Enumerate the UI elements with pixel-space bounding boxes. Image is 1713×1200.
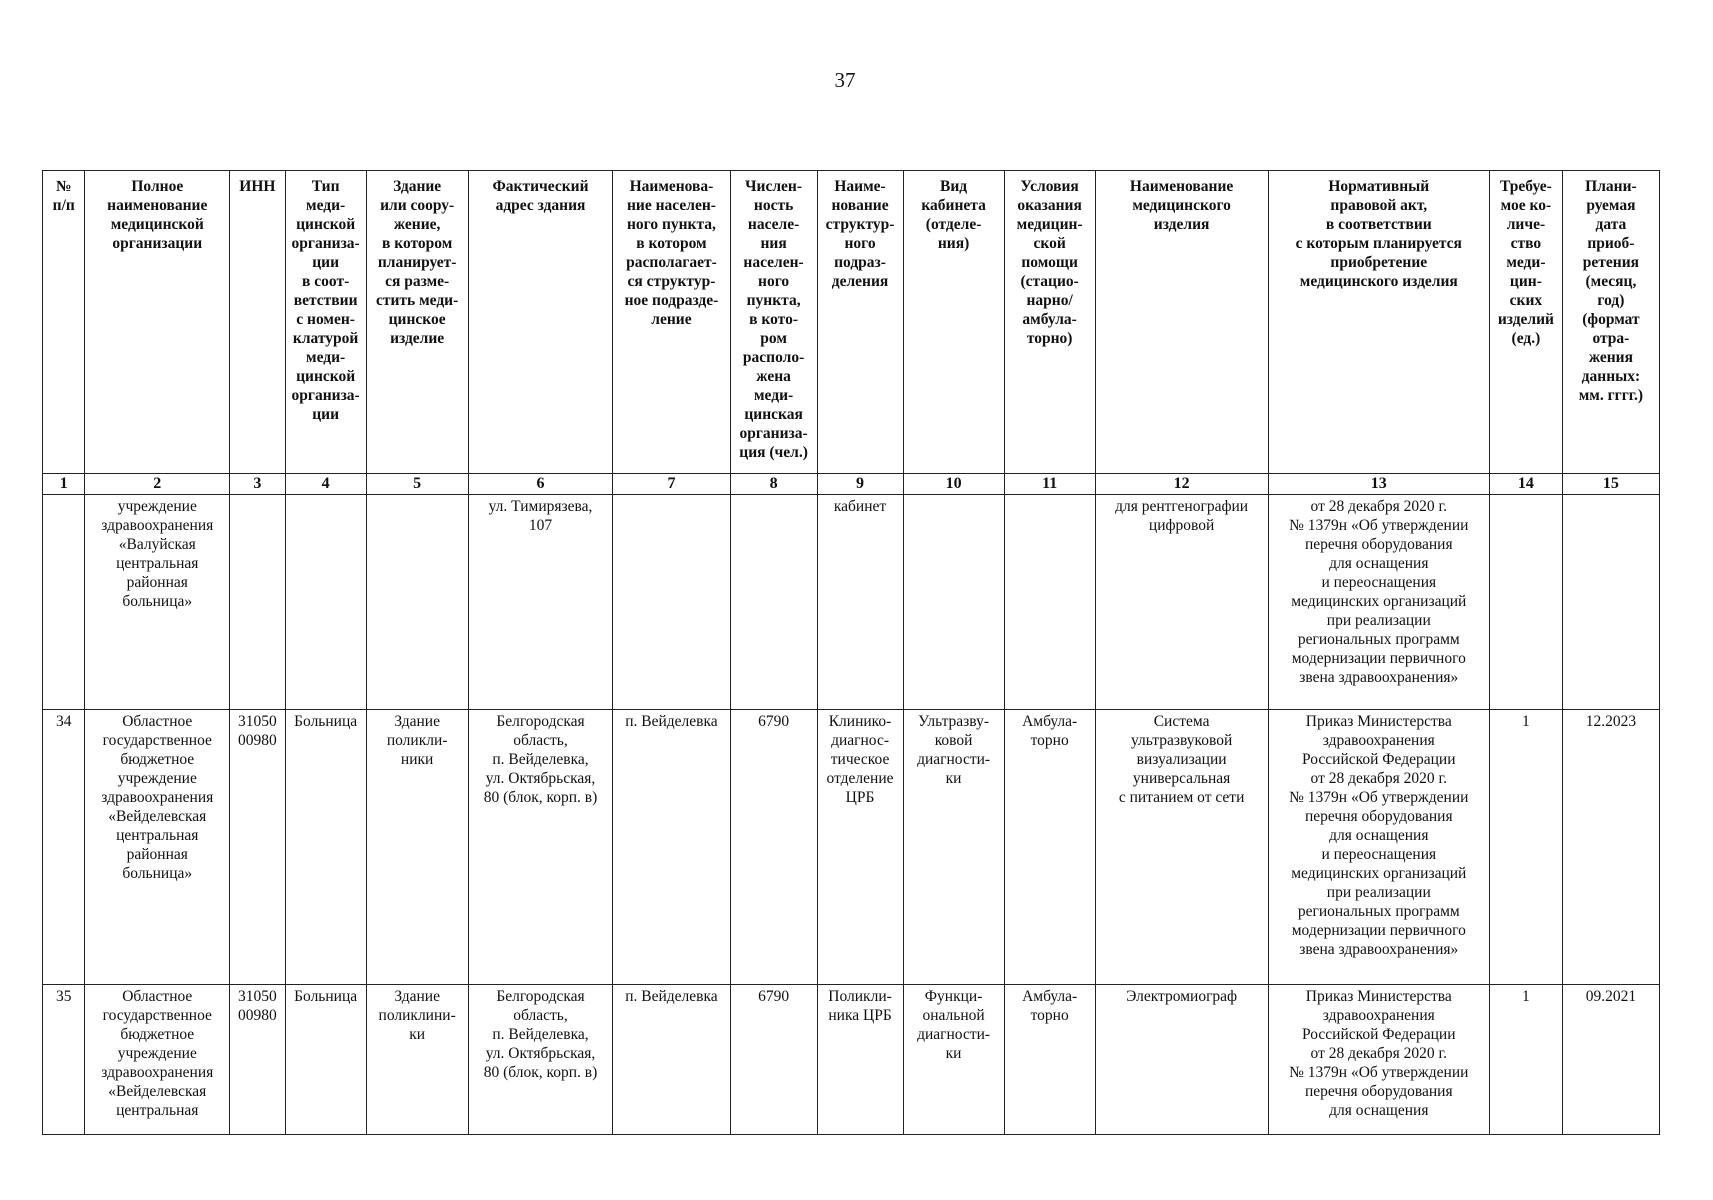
header-col-14: Требуе- мое ко- личе- ство меди- цин- ских изделий (ед.)	[1490, 171, 1563, 474]
column-number: 8	[730, 474, 817, 495]
population: 6790	[730, 710, 817, 985]
cabinet-type: Функци- ональной диагности- ки	[903, 985, 1004, 1135]
header-col-3: ИНН	[230, 171, 286, 474]
header-col-4: Тип меди- цинской организа- ции в соот- ветствии с номен- клатурой меди- цинской организа- ции	[285, 171, 366, 474]
table-row	[43, 495, 1660, 710]
population	[730, 495, 817, 710]
population: 6790	[730, 985, 817, 1135]
address: Белгородская область, п. Вейделевка, ул. Октябрьская, 80 (блок, корп. в)	[468, 710, 613, 985]
header-col-11: Условия оказания медицин- ской помощи (стацио- нарно/ амбула- торно)	[1004, 171, 1095, 474]
quantity: 1	[1490, 985, 1563, 1135]
header-col-12: Наименование медицинского изделия	[1095, 171, 1268, 474]
quantity	[1490, 495, 1563, 710]
care-conditions	[1004, 495, 1095, 710]
column-number-row	[43, 474, 1660, 495]
settlement: п. Вейделевка	[613, 985, 730, 1135]
column-number: 3	[230, 474, 286, 495]
column-number: 13	[1268, 474, 1489, 495]
header-col-8: Числен- ность населе- ния населен- ного пункта, в кото- ром располо- жена меди- цинская организа- ция (чел.)	[730, 171, 817, 474]
table-header-row	[43, 171, 1660, 474]
header-col-2: Полное наименование медицинской организации	[85, 171, 230, 474]
organization-type	[285, 495, 366, 710]
settlement	[613, 495, 730, 710]
organization-name: Областное государственное бюджетное учреждение здравоохранения «Вейделевская центральная районная больница»	[85, 710, 230, 985]
column-number: 5	[366, 474, 468, 495]
care-conditions: Амбула- торно	[1004, 985, 1095, 1135]
table-row	[43, 710, 1660, 985]
inn: 31050 00980	[230, 985, 286, 1135]
department: кабинет	[817, 495, 903, 710]
legal-act: от 28 декабря 2020 г. № 1379н «Об утверждении перечня оборудования для оснащения и переоснащения медицинских организаций при реализации региональных программ модернизации первичного звена здравоохранения»	[1268, 495, 1489, 710]
header-col-13: Нормативный правовой акт, в соответствии с которым планируется приобретение медицинского изделия	[1268, 171, 1489, 474]
legal-act: Приказ Министерства здравоохранения Российской Федерации от 28 декабря 2020 г. № 1379н «Об утверждении перечня оборудования для оснащения и переоснащения медицинских организаций при реализации региональных программ модернизации первичного звена здравоохранения»	[1268, 710, 1489, 985]
building: Здание поликлини- ки	[366, 985, 468, 1135]
organization-name: Областное государственное бюджетное учреждение здравоохранения «Вейделевская центральная	[85, 985, 230, 1135]
organization-name: учреждение здравоохранения «Валуйская центральная районная больница»	[85, 495, 230, 710]
column-number: 9	[817, 474, 903, 495]
address: Белгородская область, п. Вейделевка, ул. Октябрьская, 80 (блок, корп. в)	[468, 985, 613, 1135]
purchase-date	[1562, 495, 1659, 710]
column-number: 11	[1004, 474, 1095, 495]
header-col-5: Здание или соору- жение, в котором планирует- ся разме- стить меди- цинское изделие	[366, 171, 468, 474]
device-name: Система ультразвуковой визуализации универсальная с питанием от сети	[1095, 710, 1268, 985]
device-name: Электромиограф	[1095, 985, 1268, 1135]
column-number: 12	[1095, 474, 1268, 495]
column-number: 7	[613, 474, 730, 495]
purchase-date: 12.2023	[1562, 710, 1659, 985]
settlement: п. Вейделевка	[613, 710, 730, 985]
page-number: 37	[834, 68, 856, 92]
header-col-7: Наименова- ние населен- ного пункта, в котором располагает- ся структур- ное подразде- ление	[613, 171, 730, 474]
cabinet-type	[903, 495, 1004, 710]
column-number: 4	[285, 474, 366, 495]
column-number: 14	[1490, 474, 1563, 495]
header-col-6: Фактический адрес здания	[468, 171, 613, 474]
inn	[230, 495, 286, 710]
purchase-date: 09.2021	[1562, 985, 1659, 1135]
organization-type: Больница	[285, 710, 366, 985]
header-col-15: Плани- руемая дата приоб- ретения (месяц, год) (формат отра- жения данных: мм. гггг.)	[1562, 171, 1659, 474]
header-col-10: Вид кабинета (отделе- ния)	[903, 171, 1004, 474]
column-number: 2	[85, 474, 230, 495]
department: Клинико- диагнос- тическое отделение ЦРБ	[817, 710, 903, 985]
row-number: 34	[43, 710, 85, 985]
column-number: 1	[43, 474, 85, 495]
column-number: 15	[1562, 474, 1659, 495]
building: Здание поликли- ники	[366, 710, 468, 985]
header-col-1: № п/п	[43, 171, 85, 474]
building	[366, 495, 468, 710]
row-number	[43, 495, 85, 710]
organization-type: Больница	[285, 985, 366, 1135]
quantity: 1	[1490, 710, 1563, 985]
column-number: 10	[903, 474, 1004, 495]
table-row	[43, 985, 1660, 1135]
address: ул. Тимирязева, 107	[468, 495, 613, 710]
cabinet-type: Ультразву- ковой диагности- ки	[903, 710, 1004, 985]
inn: 31050 00980	[230, 710, 286, 985]
equipment-table	[42, 170, 1660, 1135]
row-number: 35	[43, 985, 85, 1135]
column-number: 6	[468, 474, 613, 495]
department: Поликли- ника ЦРБ	[817, 985, 903, 1135]
legal-act: Приказ Министерства здравоохранения Российской Федерации от 28 декабря 2020 г. № 1379н «Об утверждении перечня оборудования для оснащения	[1268, 985, 1489, 1135]
device-name: для рентгенографии цифровой	[1095, 495, 1268, 710]
header-col-9: Наиме- нование структур- ного подраз- деления	[817, 171, 903, 474]
care-conditions: Амбула- торно	[1004, 710, 1095, 985]
